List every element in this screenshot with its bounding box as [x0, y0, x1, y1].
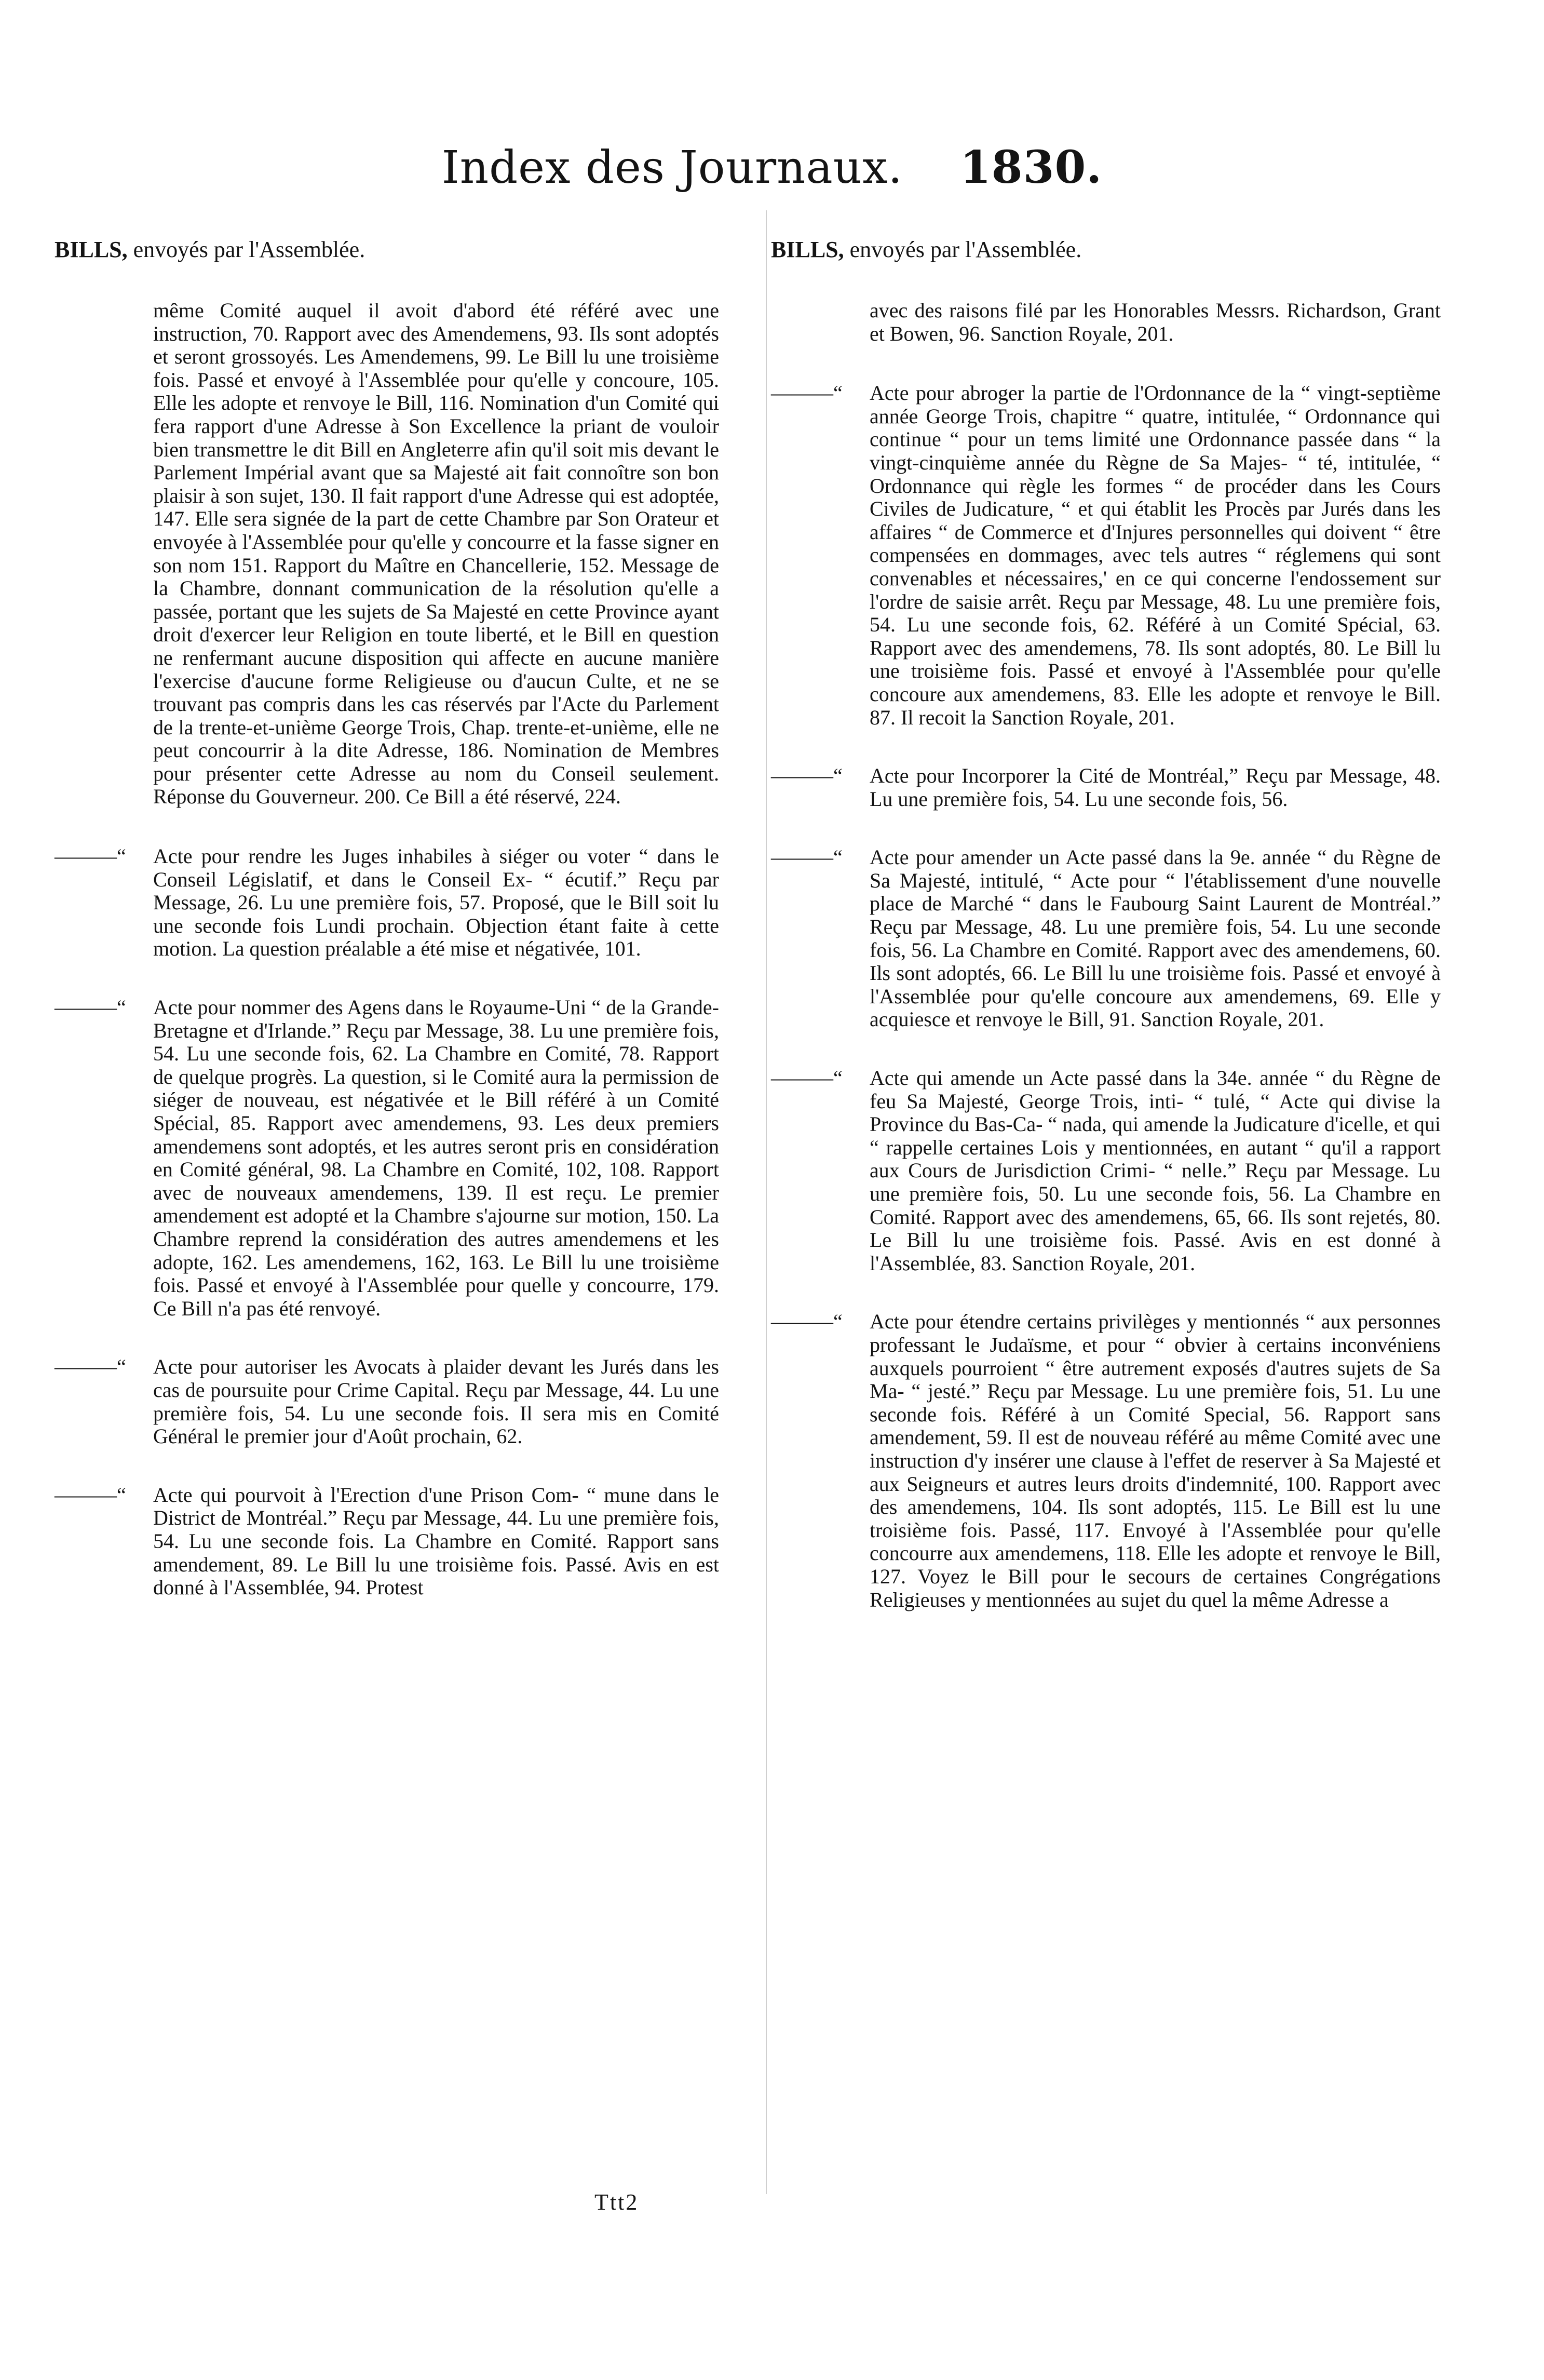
entry-text: Acte pour amender un Acte passé dans la 9e. année “ du Règne de Sa Majesté, intitulé, “ Acte pour “ l'établissement d'une nouvelle place de Marché “ dans le Faubourg Saint Laurent de Montréal.” Reçu par Message, 48. Lu une première fois, 54. Lu une seconde fois, 56. La Chambre en Comité. Rapport avec des amendemens, 60. Ils sont adoptés, 66. Le Bill lu une troisième fois. Passé et envoyé à l'Assemblée pour qu'elle concoure aux amendemens, 69. Elle y acquiesce et renvoye le Bill, 91. Sanction Royale, 201.	[870, 845, 1441, 1031]
entry-text: Acte qui pourvoit à l'Erection d'une Prison Com- “ mune dans le District de Montréal.” Reçu par Message, 44. Lu une première fois, 54. Lu une seconde fois. La Chambre en Comité. Rapport sans amendement, 89. Le Bill lu une troisième fois. Passé. Avis en est donné à l'Assemblée, 94. Protest	[153, 1483, 719, 1599]
page-header	[0, 141, 1544, 194]
page-title: Index des Journaux.	[441, 142, 903, 194]
right-heading-rest: envoyés par l'Assemblée.	[849, 237, 1082, 262]
right-entry-1	[771, 382, 1441, 729]
entry-text: Acte pour abroger la partie de l'Ordonnance de la “ vingt-septième année George Trois, chapitre “ quatre, intitulée, “ Ordonnance qui continue “ pour un tems limité une Ordonnance passée dans “ la vingt-cinquième année du Règne de Sa Majes- “ té, intitulée, “ Ordonnance qui règle les formes “ de procéder dans les Cours Civiles de Judicature, “ et qui établit les Procès par Jurés dans les affaires “ de Commerce et d'Injures personnelles qui doivent “ être compensées en dommages, avec tels autres “ réglemens qui sont convenables et nécessaires,' en ce qui concerne l'endossement sur l'ordre de saisie arrêt. Reçu par Message, 48. Lu une première fois, 54. Lu une seconde fois, 62. Référé à un Comité Spécial, 63. Rapport avec des amendemens, 78. Ils sont adoptés, 80. Le Bill lu une troisième fois. Passé et envoyé à l'Assemblée pour qu'elle concoure aux amendemens, 83. Elle les adopte et renvoye le Bill. 87. Il recoit la Sanction Royale, 201.	[870, 381, 1441, 729]
entry-dash: ———“	[55, 844, 126, 868]
right-entry-4	[771, 1067, 1441, 1275]
entry-text: Acte pour étendre certains privilèges y mentionnés “ aux personnes professant le Judaïsme, et pour “ obvier à certains inconvéniens auxquels pourroient “ être autrement exposés d'autres sujets de Sa Ma- “ jesté.” Reçu par Message. Lu une première fois, 51. Lu une seconde fois. Référé à un Comité Special, 56. Rapport sans amendement, 59. Il est de nouveau référé au même Comité avec une instruction d'y insérer une clause à l'effet de reserver à Sa Majesté et aux Seigneurs et autres leurs droits d'indemnité, 100. Rapport avec des amendemens, 104. Ils sont adoptés, 115. Le Bill est lu une troisième fois. Passé, 117. Envoyé à l'Assemblée pour qu'elle concourre aux amendemens, 118. Elle les adopte et renvoye le Bill, 127. Voyez le Bill pour le secours de certaines Congrégations Religieuses y mentionnées au sujet du quel la même Adresse a	[870, 1310, 1441, 1611]
left-entry-3	[55, 1355, 719, 1448]
right-entry-3	[771, 846, 1441, 1031]
page-year: 1830.	[959, 141, 1103, 194]
entry-dash: ———“	[771, 845, 843, 869]
entry-text: Acte pour autoriser les Avocats à plaider devant les Jurés dans les cas de poursuite pour Crime Capital. Reçu par Message, 44. Lu une première fois, 54. Lu une seconde fois. Il sera mis en Comité Général le premier jour d'Août prochain, 62.	[153, 1355, 719, 1448]
left-continuation-entry: même Comité auquel il avoit d'abord été référé avec une instruction, 70. Rapport avec des Amendemens, 93. Ils sont adoptés et seront grossoyés. Les Amendemens, 99. Le Bill lu une troisième fois. Passé et envoyé à l'Assemblée pour qu'elle y concoure, 105. Elle les adopte et renvoye le Bill, 116. Nomination d'un Comité qui fera rapport d'une Adresse à Son Excellence la priant de vouloir bien transmettre le dit Bill en Angleterre afin qu'il soit mis devant le Parlement Impérial avant que sa Majesté ait fait connoître son bon plaisir à son sujet, 130. Il fait rapport d'une Adresse qui est adoptée, 147. Elle sera signée de la part de cette Chambre par Son Orateur et envoyée à l'Assemblée pour qu'elle y concourre et la fasse signer en son nom 151. Rapport du Maître en Chancellerie, 152. Message de la Chambre, donnant communication de la résolution qu'elle a passée, portant que les sujets de Sa Majesté en cette Province ayant droit d'exercer leur Religion en toute liberté, et le Bill en question ne renfermant aucune disposition qui affecte en aucune manière l'exercise d'aucune forme Religieuse ou d'aucun Culte, et ne se trouvant pas compris dans les cas réservés par l'Acte du Parlement de la trente-et-unième George Trois, Chap. trente-et-unième, elle ne peut concourrir à la dite Adresse, 186. Nomination de Membres pour présenter cette Adresse au nom du Conseil seulement. Réponse du Gouverneur. 200. Ce Bill a été réservé, 224.	[153, 299, 719, 809]
left-entry-2	[55, 996, 719, 1320]
entry-text: Acte pour Incorporer la Cité de Montréal,” Reçu par Message, 48. Lu une première fois, 54. Lu une seconde fois, 56.	[870, 764, 1441, 811]
right-entry-2	[771, 764, 1441, 811]
right-continuation-entry: avec des raisons filé par les Honorables Messrs. Richardson, Grant et Bowen, 96. Sanction Royale, 201.	[870, 299, 1441, 345]
entry-dash: ———“	[771, 381, 843, 405]
right-entry-5	[771, 1310, 1441, 1611]
right-column-heading	[771, 236, 1441, 263]
left-column-heading	[55, 236, 719, 263]
entry-dash: ———“	[771, 1310, 843, 1334]
page-signature-mark: Ttt2	[594, 2189, 639, 2215]
left-heading-caps: BILLS,	[55, 237, 128, 262]
left-column	[55, 236, 719, 1599]
right-heading-caps: BILLS,	[771, 237, 844, 262]
entry-dash: ———“	[55, 1483, 126, 1507]
entry-text: Acte pour rendre les Juges inhabiles à siéger ou voter “ dans le Conseil Législatif, et dans le Conseil Ex- “ écutif.” Reçu par Message, 26. Lu une première fois, 57. Proposé, que le Bill soit lu une seconde fois Lundi prochain. Objection étant faite à cette motion. La question préalable a été mise et négativée, 101.	[153, 844, 719, 961]
column-divider	[766, 210, 767, 2194]
left-heading-rest: envoyés par l'Assemblée.	[133, 237, 365, 262]
entry-dash: ———“	[55, 1355, 126, 1379]
entry-dash: ———“	[771, 764, 843, 788]
entry-dash: ———“	[771, 1066, 843, 1090]
entry-dash: ———“	[55, 996, 126, 1019]
right-column	[771, 236, 1441, 1611]
entry-text: Acte pour nommer des Agens dans le Royaume-Uni “ de la Grande-Bretagne et d'Irlande.” Reçu par Message, 38. Lu une première fois, 54. Lu une seconde fois, 62. La Chambre en Comité, 78. Rapport de quelque progrès. La question, si le Comité aura la permission de siéger de nouveau, est négativée et le Bill référé à un Comité Spécial, 85. Rapport avec amendemens, 93. Les deux premiers amendemens sont adoptés, et les autres seront pris en considération en Comité général, 98. La Chambre en Comité, 102, 108. Rapport avec de nouveaux amendemens, 139. Il est reçu. Le premier amendement est adopté et la Chambre s'ajourne sur motion, 150. La Chambre reprend la considération des autres amendemens et les adopte, 162. Les amendemens, 162, 163. Le Bill lu une troisième fois. Passé et envoyé à l'Assemblée pour quelle y concourre, 179. Ce Bill n'a pas été renvoyé.	[153, 996, 719, 1320]
entry-text: Acte qui amende un Acte passé dans la 34e. année “ du Règne de feu Sa Majesté, George Trois, inti- “ tulé, “ Acte qui divise la Province du Bas-Ca- “ nada, qui amende la Judicature d'icelle, et qui “ rappelle certaines Lois y mentionnées, en autant “ qu'il a rapport aux Cours de Jurisdiction Crimi- “ nelle.” Reçu par Message. Lu une première fois, 50. Lu une seconde fois, 56. La Chambre en Comité. Rapport avec des amendemens, 65, 66. Ils sont rejetés, 80. Le Bill lu une troisième fois. Passé. Avis en est donné à l'Assemblée, 83. Sanction Royale, 201.	[870, 1066, 1441, 1275]
left-entry-1	[55, 845, 719, 961]
left-entry-4	[55, 1484, 719, 1599]
